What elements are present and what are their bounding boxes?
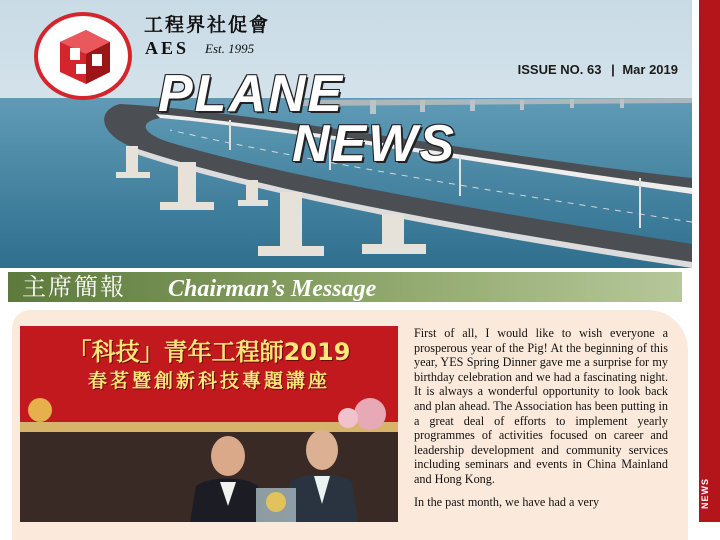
sidebar-label: NEWS [700, 478, 710, 509]
established-year: Est. 1995 [205, 41, 255, 56]
event-photo [20, 326, 398, 522]
chairman-message-text [414, 326, 668, 517]
masthead-title-news: NEWS [292, 115, 456, 173]
message-paragraph: In the past month, we have had a very [414, 494, 600, 509]
masthead-title-plane: PLANE [158, 65, 345, 123]
cube-logo-icon [52, 24, 118, 90]
masthead [0, 0, 692, 268]
section-heading [8, 272, 682, 302]
issue-separator: | [611, 62, 615, 77]
banner-title: 「科技」青年工程師2019 [67, 338, 351, 366]
issue-number: ISSUE NO. 63 [517, 62, 602, 77]
org-name-chinese: 工程界社促會 [144, 14, 271, 36]
sidebar-stripe [692, 0, 720, 522]
org-name-english: AES [145, 38, 190, 58]
section-title-chinese: 主席簡報 [22, 273, 126, 301]
red-stripe [699, 0, 720, 522]
message-paragraph: First of all, I would like to wish everyone a prosperous year of the Pig! At the beginning of this year, YES Spring Dinner gave me a surprise for my birthday celebration and we had a fascinating night. It is always a wonderful opportunity to look back and plan ahead. The Association has been putting in a great deal of efforts to implement yearly programmes of activities focused on career and leadership development and community services including seminars and events in China Mainland and Hong Kong. [414, 326, 668, 486]
banner-subtitle: 春茗暨創新科技專題講座 [87, 370, 330, 392]
issue-date: Mar 2019 [622, 62, 678, 77]
aes-logo [34, 12, 132, 100]
issue-info [518, 62, 678, 77]
section-title-english: Chairman’s Message [168, 276, 377, 302]
